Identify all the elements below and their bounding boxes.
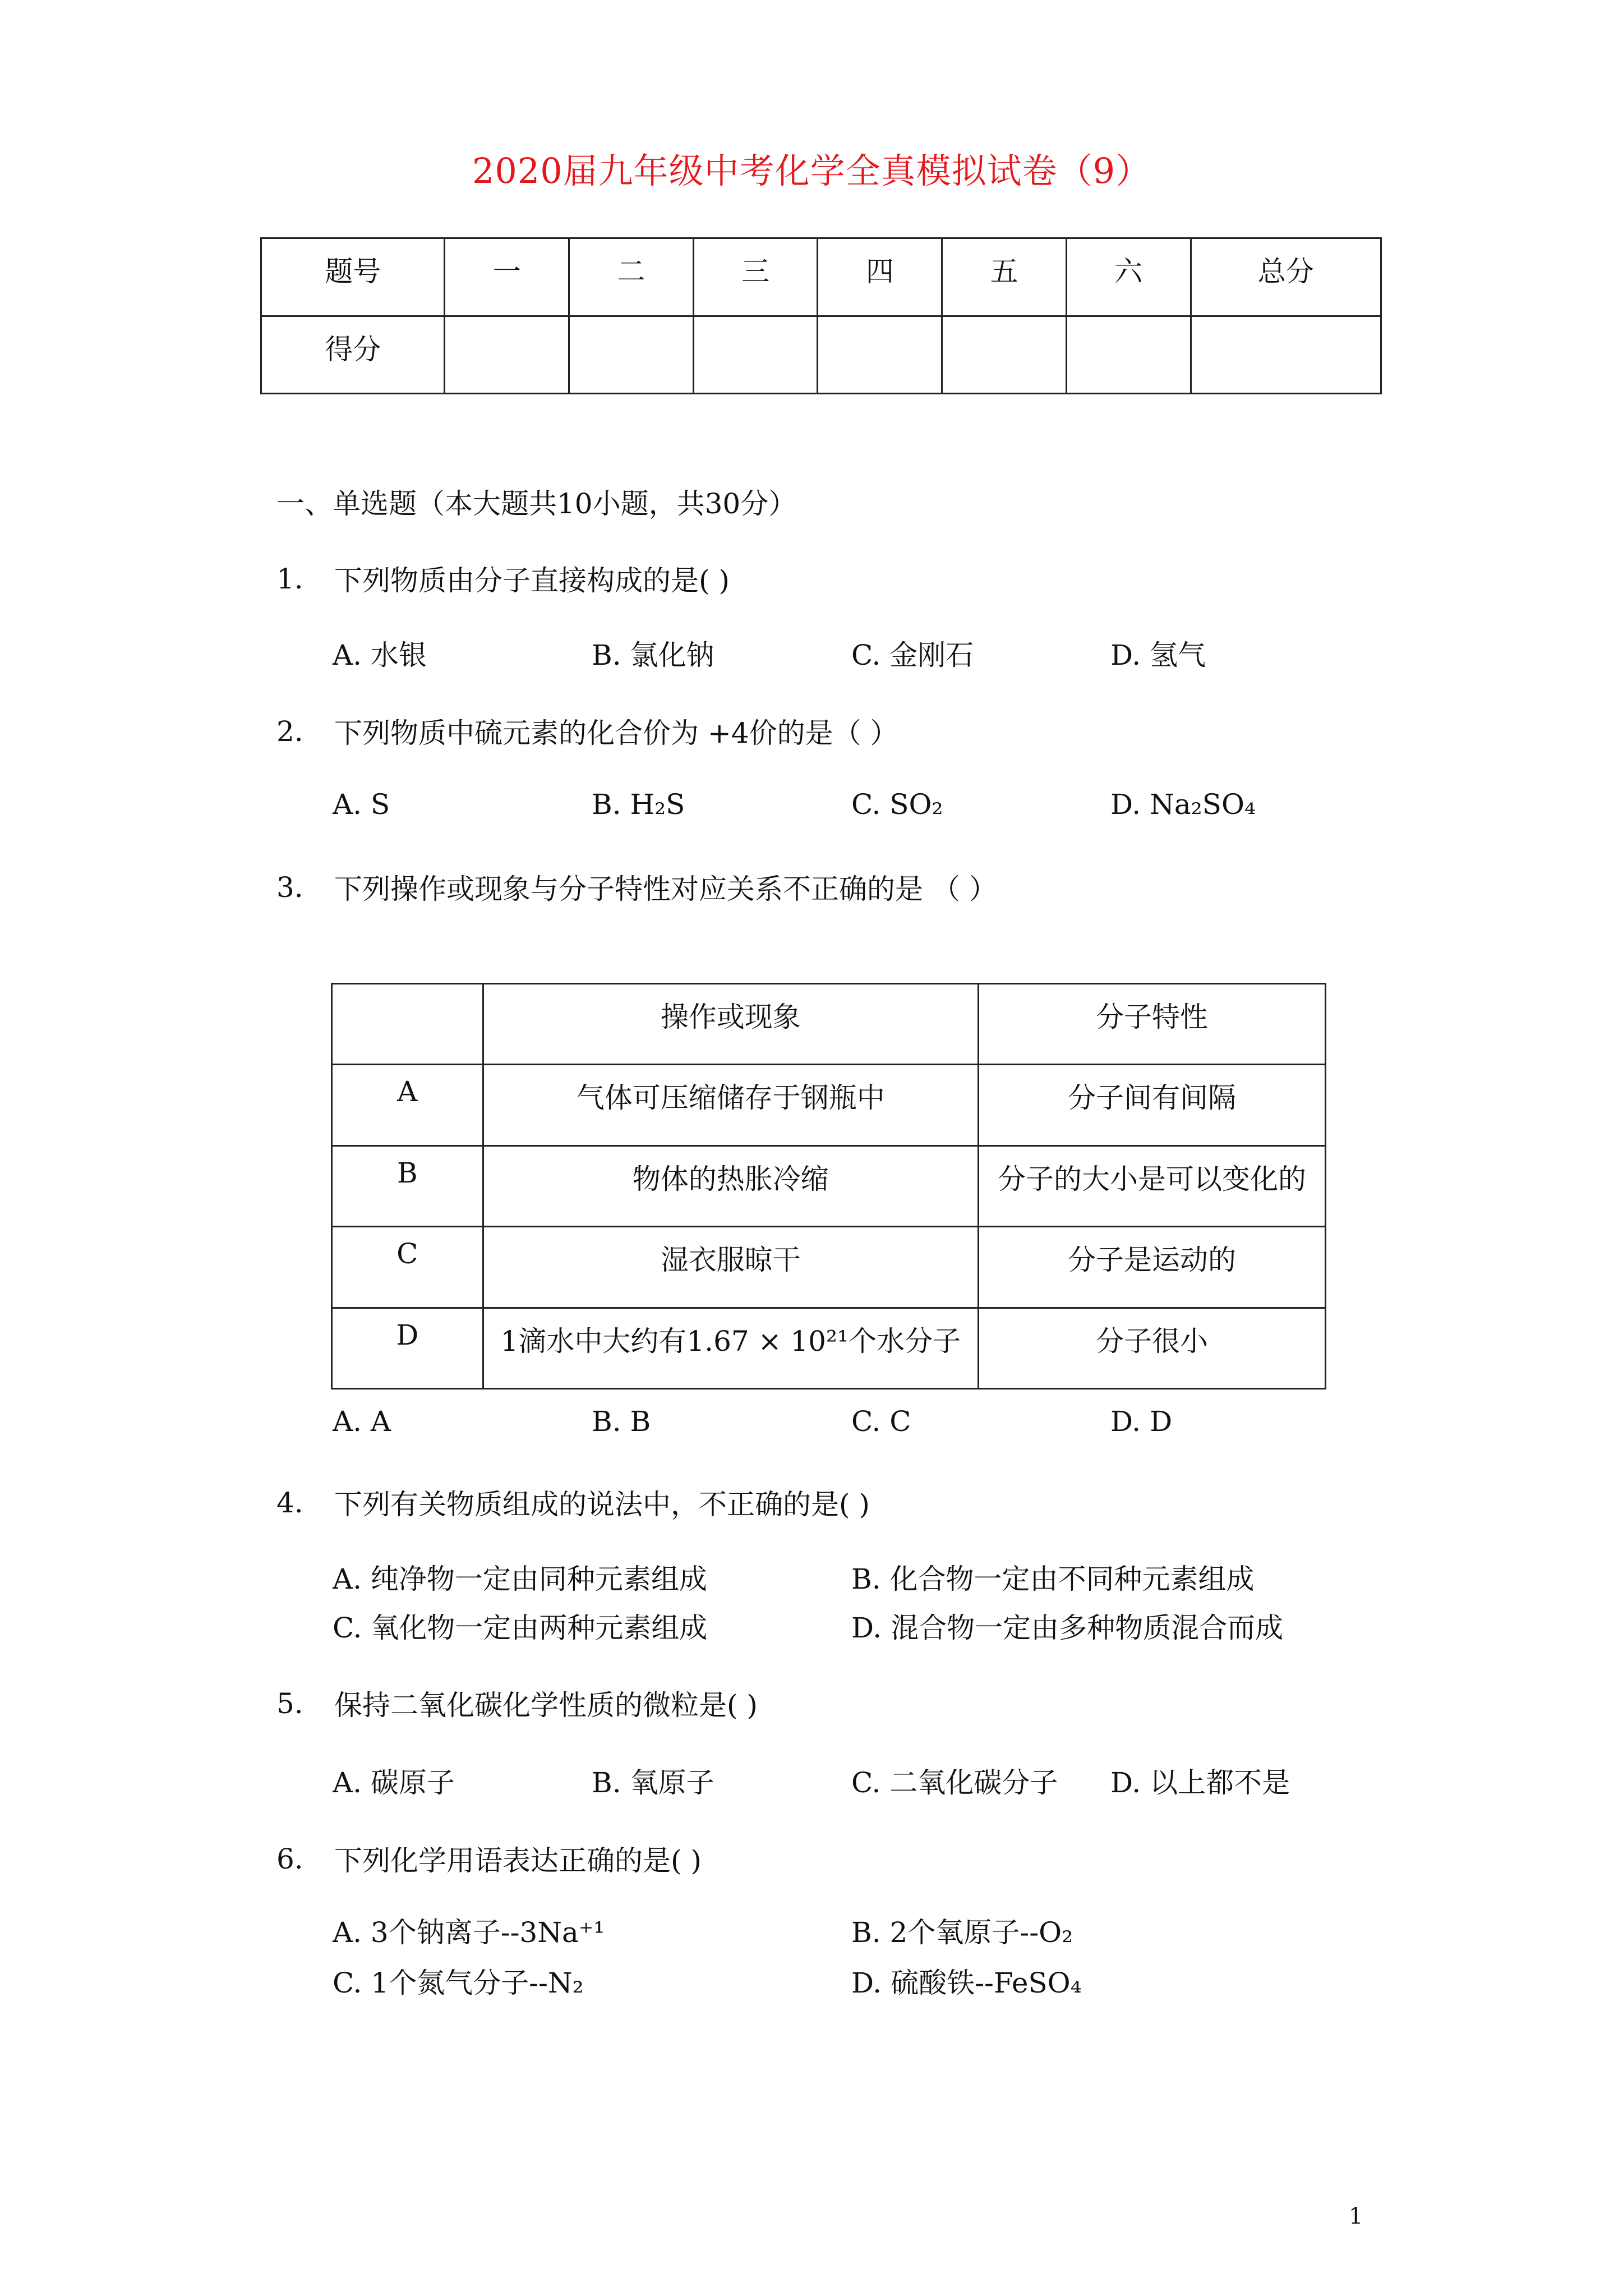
question-number: 1.	[276, 563, 303, 595]
option-a: A. 水银	[333, 639, 427, 671]
score-header-cell: 总分	[1191, 238, 1381, 316]
option-d: D. 氢气	[1110, 639, 1206, 671]
score-table-score-row	[261, 316, 1381, 394]
question-number: 4.	[276, 1487, 303, 1519]
table-cell: 物体的热胀冷缩	[483, 1145, 979, 1226]
question-text: 下列操作或现象与分子特性对应关系不正确的是 （ ）	[334, 873, 997, 905]
score-header-cell: 题号	[261, 238, 445, 316]
option-c: C. C	[851, 1405, 911, 1438]
score-cell[interactable]	[569, 316, 694, 394]
option-b: B. 氧原子	[592, 1766, 714, 1799]
table-header-cell: 操作或现象	[483, 984, 979, 1065]
option-b: B. H₂S	[592, 788, 685, 821]
table-cell: 分子很小	[979, 1308, 1326, 1388]
score-header-cell: 一	[445, 238, 569, 316]
table-cell: 气体可压缩储存于钢瓶中	[483, 1065, 979, 1145]
page-title: 2020届九年级中考化学全真模拟试卷（9）	[472, 150, 1151, 191]
page-number: 1	[1349, 2203, 1363, 2229]
option-b: B. B	[592, 1405, 651, 1438]
question-number: 3.	[276, 871, 303, 904]
score-table	[260, 237, 1382, 394]
option-c: C. 二氧化碳分子	[851, 1766, 1058, 1799]
option-d: D. Na₂SO₄	[1110, 788, 1256, 821]
table-header-row	[332, 984, 1326, 1065]
table-cell: C	[332, 1227, 483, 1308]
option-d: D. 混合物一定由多种物质混合而成	[851, 1612, 1284, 1644]
score-table-header-row	[261, 238, 1381, 316]
option-b: B. 氯化钠	[592, 639, 714, 671]
score-header-cell: 四	[818, 238, 942, 316]
option-d: D. D	[1110, 1405, 1173, 1438]
question-number: 6.	[276, 1843, 303, 1875]
score-cell[interactable]	[1191, 316, 1381, 394]
section-heading: 一、单选题（本大题共10小题，共30分）	[276, 487, 797, 520]
score-cell[interactable]	[445, 316, 569, 394]
table-cell: 分子的大小是可以变化的	[979, 1145, 1326, 1226]
option-b: B. 2个氧原子--O₂	[851, 1916, 1073, 1949]
score-row-label: 得分	[261, 316, 445, 394]
table-row	[332, 1065, 1326, 1145]
option-c: C. 1个氮气分子--N₂	[333, 1967, 584, 1999]
option-a: A. 纯净物一定由同种元素组成	[333, 1563, 707, 1595]
option-c: C. SO₂	[851, 788, 943, 821]
q3-table	[331, 983, 1326, 1389]
question-text: 下列化学用语表达正确的是( )	[334, 1844, 702, 1877]
question-text: 保持二氧化碳化学性质的微粒是( )	[334, 1689, 758, 1722]
option-d: D. 硫酸铁--FeSO₄	[851, 1967, 1082, 1999]
option-a: A. 碳原子	[333, 1766, 455, 1799]
score-header-cell: 六	[1066, 238, 1191, 316]
question-text: 下列物质由分子直接构成的是( )	[334, 564, 730, 597]
score-cell[interactable]	[818, 316, 942, 394]
table-row	[332, 1227, 1326, 1308]
table-cell: A	[332, 1065, 483, 1145]
option-c: C. 金刚石	[851, 639, 974, 671]
question-number: 2.	[276, 715, 303, 748]
score-header-cell: 三	[693, 238, 818, 316]
question-text: 下列物质中硫元素的化合价为 +4价的是（ ）	[334, 717, 898, 749]
score-cell[interactable]	[942, 316, 1067, 394]
option-a: A. A	[333, 1405, 391, 1438]
table-row	[332, 1308, 1326, 1388]
score-header-cell: 二	[569, 238, 694, 316]
table-cell: B	[332, 1145, 483, 1226]
question-text: 下列有关物质组成的说法中，不正确的是( )	[334, 1488, 870, 1521]
table-header-cell: 分子特性	[979, 984, 1326, 1065]
option-b: B. 化合物一定由不同种元素组成	[851, 1563, 1255, 1595]
table-row	[332, 1145, 1326, 1226]
option-a: A. S	[333, 788, 390, 821]
table-cell: 1滴水中大约有1.67 × 10²¹个水分子	[483, 1308, 979, 1388]
option-a: A. 3个钠离子--3Na⁺¹	[333, 1916, 605, 1949]
table-cell: D	[332, 1308, 483, 1388]
score-cell[interactable]	[1066, 316, 1191, 394]
table-header-cell	[332, 984, 483, 1065]
score-header-cell: 五	[942, 238, 1067, 316]
table-cell: 分子是运动的	[979, 1227, 1326, 1308]
option-d: D. 以上都不是	[1110, 1766, 1290, 1799]
option-c: C. 氧化物一定由两种元素组成	[333, 1612, 708, 1644]
table-cell: 分子间有间隔	[979, 1065, 1326, 1145]
score-cell[interactable]	[693, 316, 818, 394]
question-number: 5.	[276, 1687, 303, 1720]
table-cell: 湿衣服晾干	[483, 1227, 979, 1308]
